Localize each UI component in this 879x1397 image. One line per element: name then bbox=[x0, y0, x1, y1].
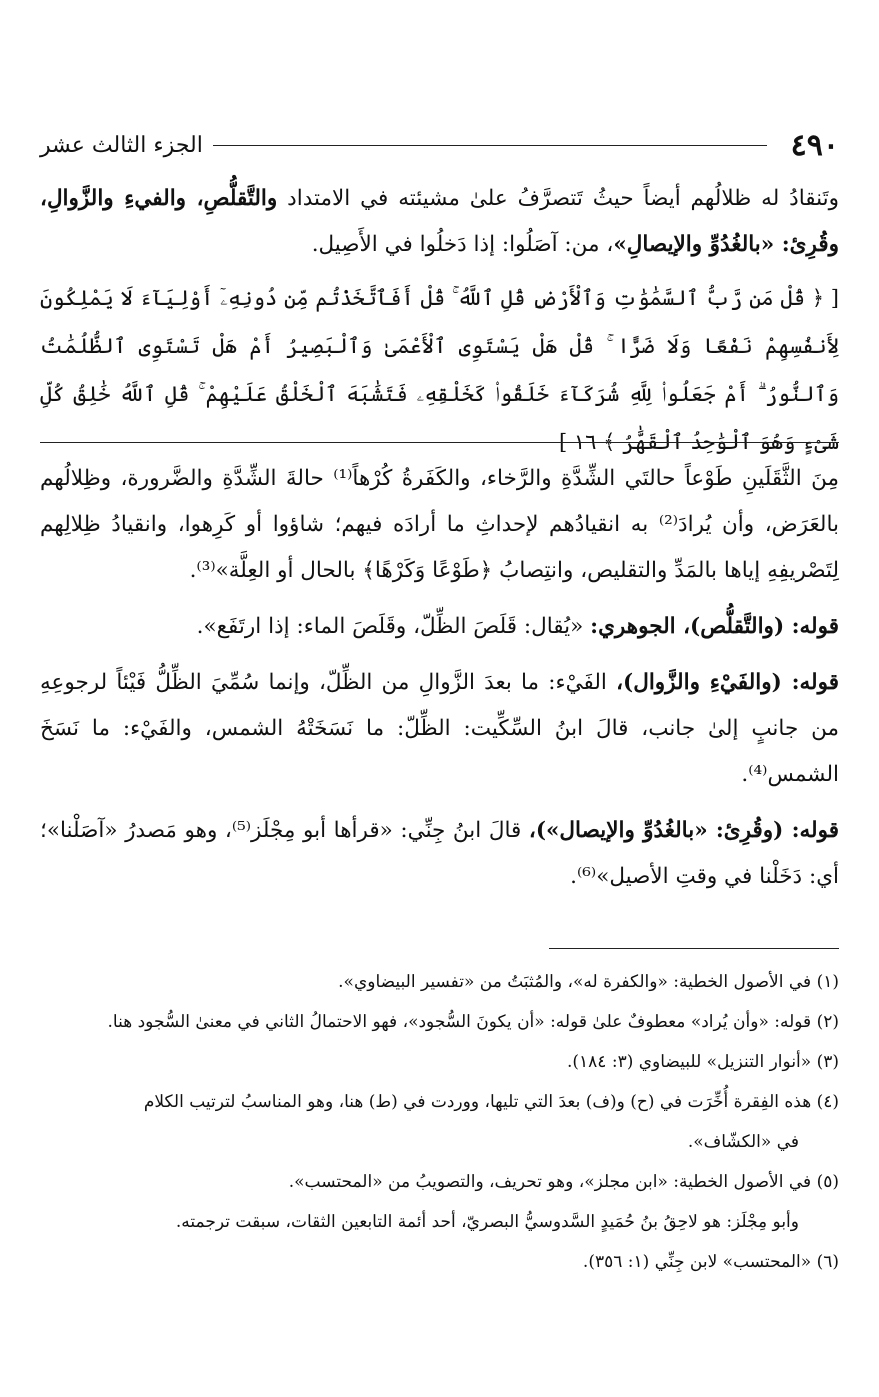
commentary-paragraph bbox=[40, 660, 839, 798]
footnote: (٦) «المحتسب» لابن جِنِّي (١: ٣٥٦). bbox=[582, 1252, 839, 1272]
commentary-paragraph bbox=[40, 604, 839, 650]
main-bold-reading: وقُرِئ: «بالغُدُوِّ والإيصالِ» bbox=[613, 232, 839, 257]
section-title: الجزء الثالث عشر bbox=[40, 132, 203, 158]
commentary-label: قوله: (والفَيْءِ والزَّوال)، bbox=[616, 670, 839, 695]
footnote-continuation: في «الكشّاف». bbox=[687, 1132, 799, 1152]
main-text-run: وتَنقادُ له ظلالُهم أيضاً حيثُ تَتصرَّفُ علىٰ مشيئته في الامتداد bbox=[277, 186, 839, 211]
footnote: (٤) هذه الفِقرة أُخِّرَت في (ح) و(ف) بعدَ التي تليها، ووردت في (ط) هنا، وهو المناسبُ لترتيب الكلام bbox=[143, 1092, 839, 1112]
commentary-label: قوله: (وقُرِئ: «بالغُدُوِّ والإيصال»)، bbox=[528, 818, 839, 843]
section-separator bbox=[40, 442, 839, 443]
page-number: ٤٩٠ bbox=[790, 127, 839, 163]
main-text bbox=[40, 176, 839, 466]
footnote: (٣) «أنوار التنزيل» للبيضاوي (٣: ١٨٤). bbox=[566, 1052, 839, 1072]
page-header bbox=[40, 120, 839, 170]
commentary-text: مِنَ الثَّقَلَينِ طَوْعاً حالتَي الشِّدَّةِ والرَّخاء، والكَفَرةُ كُرْهاً⁽¹⁾ حالةَ الشِّدَّةِ والضَّرورة، وظِلالُهم بالعَرَض، وأن يُرادَ⁽²⁾ به انقيادُهم لإحداثِ ما أرادَه فيهم؛ شاؤوا أو كَرِهوا، وانقيادُ ظِلالِهم لِتَصْريفِهِ إياها بالمَدِّ والتقليص، وانتِصابُ ﴿طَوْعًا وَكَرْهًا﴾ بالحال أو العِلَّة»⁽³⁾. bbox=[40, 466, 839, 583]
commentary-text: قالَ ابنُ جِنِّي: «قرأها أبو مِجْلَز⁽⁵⁾، وهو مَصدرُ «آصَلْنا»؛ أي: دَخَلْنا في وقتِ الأصيل»⁽⁶⁾. bbox=[40, 818, 839, 889]
header-rule bbox=[213, 145, 767, 146]
footnote: (٥) في الأصول الخطية: «ابن مجلز»، وهو تحريف، والتصويبُ من «المحتسب». bbox=[288, 1172, 839, 1192]
commentary bbox=[40, 456, 839, 900]
commentary-paragraph bbox=[40, 456, 839, 594]
footnote: (٢) قوله: «وأن يُراد» معطوفٌ علىٰ قوله: «أن يكونَ السُّجود»، فهو الاحتمالُ الثاني في معنىٰ السُّجود هنا. bbox=[107, 1012, 839, 1032]
footnote-continuation: وأبو مِجْلَز: هو لاحِقُ بنُ حُمَيدٍ السَّدوسيُّ البصريّ، أحد أئمة التابعين الثقات، سبقت ترجمته. bbox=[175, 1212, 799, 1232]
footnotes bbox=[40, 962, 839, 1282]
main-text-run-end: ، من: آصَلُوا: إذا دَخلُوا في الأَصِيل. bbox=[311, 232, 614, 257]
commentary-text: «يُقال: قَلَصَ الظِّلّ، وقَلَصَ الماء: إذا ارتَفَع». bbox=[196, 614, 591, 639]
quran-verse: [ ﴿ قُلْ مَن رَّبُّ ٱلسَّمَٰوَٰتِ وَٱلْأَرْضِ قُلِ ٱللَّهُ ۚ قُلْ أَفَٱتَّخَذْتُم مِّن دُونِهِۦٓ أَوْلِيَآءَ لَا يَمْلِكُونَ لِأَنفُسِهِمْ نَفْعًا وَلَا ضَرًّا ۚ قُلْ هَلْ يَسْتَوِى ٱلْأَعْمَىٰ وَٱلْبَصِيرُ أَمْ هَلْ تَسْتَوِى ٱلظُّلُمَٰتُ وَٱلنُّورُ ۗ أَمْ جَعَلُوا۟ لِلَّهِ شُرَكَآءَ خَلَقُوا۟ كَخَلْقِهِۦ فَتَشَٰبَهَ ٱلْخَلْقُ عَلَيْهِمْ ۚ قُلِ ٱللَّهُ خَٰلِقُ كُلِّ شَىْءٍ وَهُوَ ٱلْوَٰحِدُ ٱلْقَهَّٰرُ ﴾ ١٦ ] bbox=[40, 286, 839, 454]
commentary-paragraph bbox=[40, 808, 839, 900]
commentary-label: قوله: (والتَّقلُّص)، الجوهري: bbox=[590, 614, 839, 639]
main-paragraph bbox=[40, 176, 839, 268]
main-bold-run: والتَّقلُّصِ، والفيءِ والزَّوالِ، bbox=[40, 186, 278, 211]
commentary-text: الفَيْء: ما بعدَ الزَّوالِ من الظِّلّ، وإنما سُمِّيَ الظِّلُّ فَيْئاً لرجوعِهِ من جانبٍ إلىٰ جانب، قالَ ابنُ السِّكِّيت: الظِّلّ: ما نَسَخَتْهُ الشمس، والفَيْء: ما نَسَخَ الشمس⁽⁴⁾. bbox=[40, 670, 839, 787]
footnote-separator bbox=[549, 948, 839, 949]
footnote: (١) في الأصول الخطية: «والكفرة له»، والمُثبَتُ من «تفسير البيضاوي». bbox=[338, 972, 839, 992]
